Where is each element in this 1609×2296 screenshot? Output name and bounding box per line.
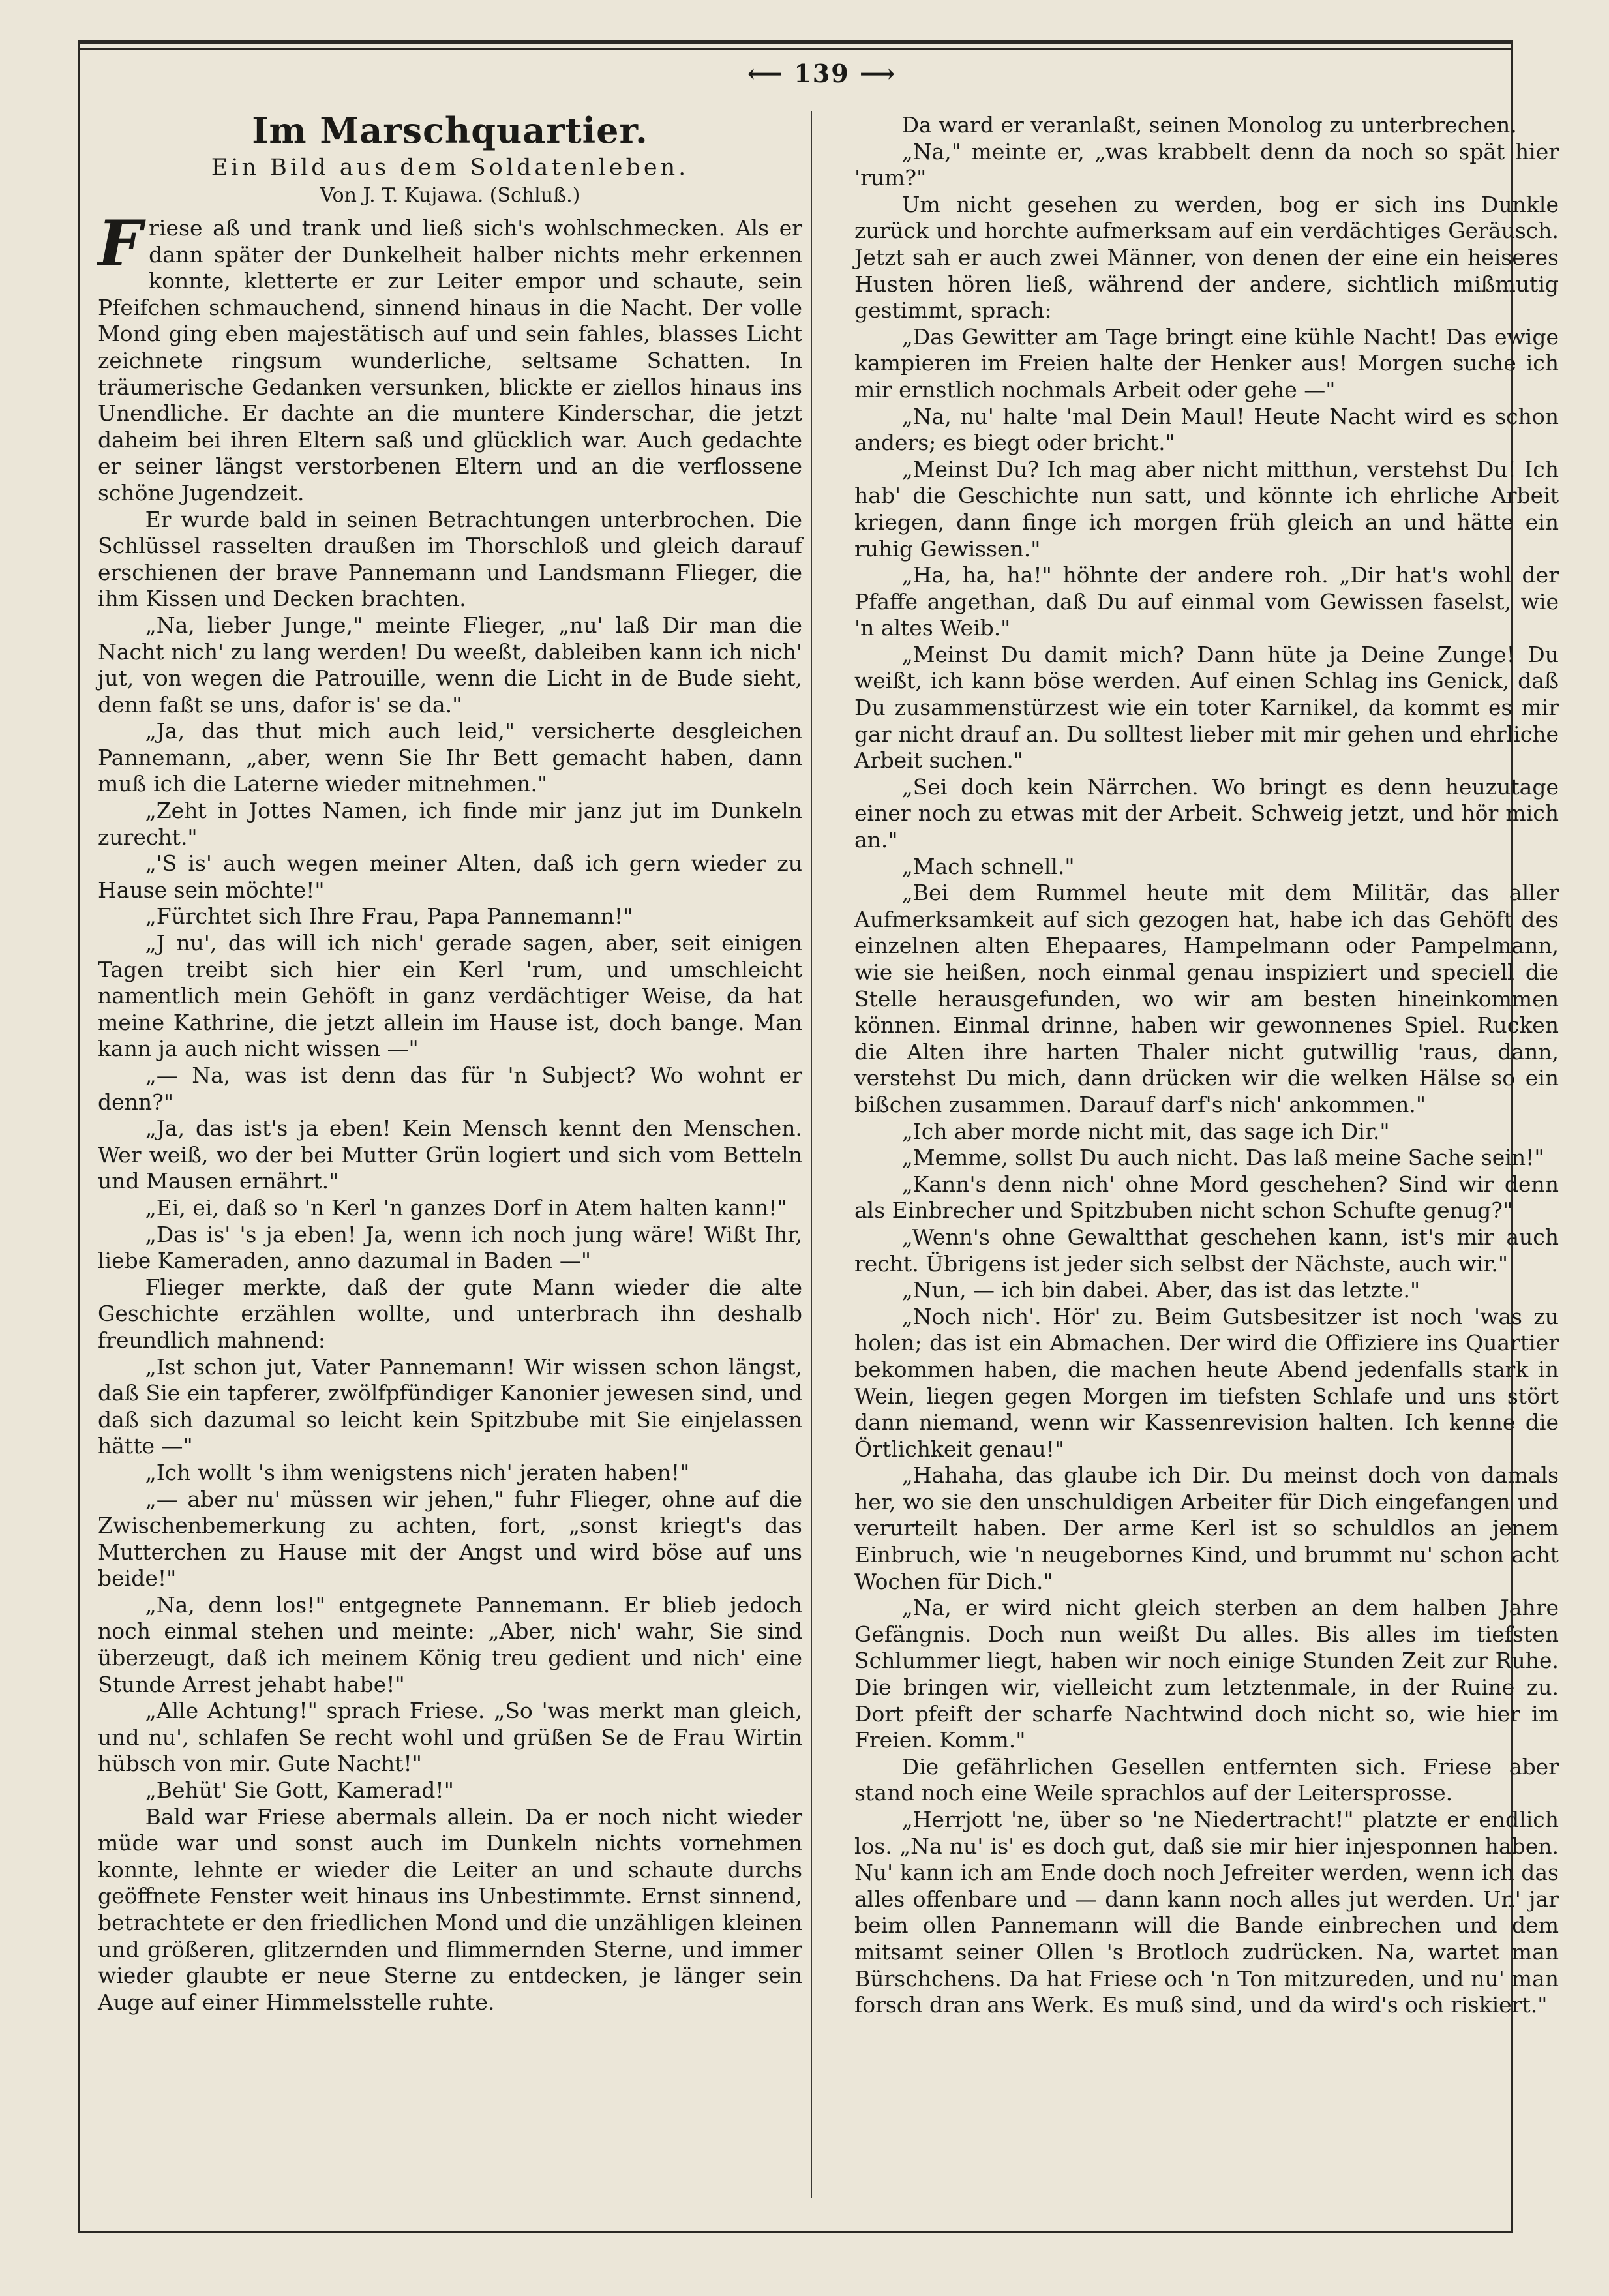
paragraph: Friese aß und trank und ließ sich's wohlschmecken. Als er dann später der Dunkelheit halber nichts mehr erkennen konnte, kletterte er zur Leiter empor und schaute, sein Pfeifchen schmauchend, sinnend hinaus in die Nacht. Der volle Mond ging eben majestätisch auf und sein fahles, blasses Licht zeichnete ringsum wunderliche, seltsame Schatten. In träumerische Gedanken versunken, blickte er ziellos hinaus ins Unendliche. Er dachte an die muntere Kinderschar, die jetzt daheim bei ihren Eltern saß und glücklich war. Auch gedachte er seiner längst verstorbenen Eltern und an die verflossene schöne Jugendzeit.	[98, 207, 802, 506]
paragraph: „Herrjott 'ne, über so 'ne Niedertracht!" platzte er endlich los. „Na nu' is' es doch gut, daß sie mir hier injesponnen haben. Nu' kann ich am Ende doch noch Jefreiter werden, wenn ich das alles offenbare und — dann kann noch alles jut werden. Un' jar beim ollen Pannemann will die Bande einbrechen und dem mitsamt seiner Ollen 's Brotloch zudrücken. Na, wartet man Bürschchens. Da hat Friese och 'n Ton mitzureden, und nu' man forsch dran ans Werk. Es muß sind, und da wird's och riskiert."	[854, 1807, 1559, 2018]
paragraph: „Na, lieber Junge," meinte Flieger, „nu' laß Dir man die Nacht nich' zu lang werden! Du weeßt, dableiben kann ich nich' jut, von wegen die Patrouille, wenn die Licht in de Bude sieht, denn faßt se uns, dafor is' se da."	[98, 612, 802, 718]
paragraph: „Na," meinte er, „was krabbelt denn da noch so spät hier 'rum?"	[854, 138, 1559, 191]
paragraph: Da ward er veranlaßt, seinen Monolog zu unterbrechen.	[901, 112, 1517, 138]
paragraph: „Wenn's ohne Gewaltthat geschehen kann, ist's mir auch recht. Übrigens ist jeder sich selbst der Nächste, auch wir."	[854, 1224, 1559, 1276]
paragraph: „Memme, sollst Du auch nicht. Das laß meine Sache sein!"	[901, 1145, 1544, 1171]
paragraph: „'S is' auch wegen meiner Alten, daß ich gern wieder zu Hause sein möchte!"	[98, 851, 802, 903]
paragraph: „Alle Achtung!" sprach Friese. „So 'was merkt man gleich, und nu', schlafen Se recht wohl und grüßen Se de Frau Wirtin hübsch von mir. Gute Nacht!"	[98, 1698, 802, 1777]
top-rule	[78, 40, 1513, 44]
paragraph: „Ja, das thut mich auch leid," versicherte desgleichen Pannemann, „aber, wenn Sie Ihr Bett gemacht haben, dann muß ich die Laterne wieder mitnehmen."	[98, 718, 802, 797]
paragraph: Er wurde bald in seinen Betrachtungen unterbrochen. Die Schlüssel rasselten draußen im Thorschloß und gleich darauf erschienen der brave Pannemann und Landsmann Flieger, die ihm Kissen und Decken brachten.	[98, 506, 802, 612]
article-title: Im Marschquartier.	[252, 110, 648, 151]
right-column	[854, 112, 1559, 2019]
article-byline: Von J. T. Kujawa. (Schluß.)	[320, 184, 580, 207]
paragraph: „Meinst Du damit mich? Dann hüte ja Deine Zunge! Du weißt, ich kann böse werden. Auf einen Schlag ins Genick, daß Du zusammenstürzest wie ein toter Karnikel, da kommt es mir gar nicht drauf an. Du solltest lieber mit mir gehen und ehrliche Arbeit suchen."	[854, 641, 1559, 774]
paragraph: „Das is' 's ja eben! Ja, wenn ich noch jung wäre! Wißt Ihr, liebe Kameraden, anno dazumal in Baden —"	[98, 1221, 802, 1274]
paragraph: „Behüt' Sie Gott, Kamerad!"	[145, 1777, 454, 1804]
paragraph: „Ei, ei, daß so 'n Kerl 'n ganzes Dorf in Atem halten kann!"	[145, 1194, 787, 1220]
paragraph: „Ja, das ist's ja eben! Kein Mensch kennt den Menschen. Wer weiß, wo der bei Mutter Grün logiert und sich vom Betteln und Mausen ernährt."	[98, 1115, 802, 1194]
paragraph: „Kann's denn nich' ohne Mord geschehen? Sind wir denn als Einbrecher und Spitzbuben nicht schon Schufte genug?"	[854, 1171, 1559, 1224]
paragraph: „Sei doch kein Närrchen. Wo bringt es denn heuzutage einer noch zu etwas mit der Arbeit. Schweig jetzt, und hör mich an."	[854, 774, 1559, 853]
paragraph: „Ich wollt 's ihm wenigstens nich' jeraten haben!"	[145, 1459, 690, 1485]
paragraph: „Ist schon jut, Vater Pannemann! Wir wissen schon längst, daß Sie ein tapferer, zwölfpfündiger Kanonier jewesen sind, und daß sich dazumal so leicht kein Spitzbube mit Sie einjelassen hätte —"	[98, 1353, 802, 1459]
left-column	[98, 111, 802, 2016]
paragraph: Flieger merkte, daß der gute Mann wieder die alte Geschichte erzählen wollte, und unterbrach ihn deshalb freundlich mahnend:	[98, 1274, 802, 1353]
paragraph: „Na, denn los!" entgegnete Pannemann. Er blieb jedoch noch einmal stehen und meinte: „Aber, nich' wahr, Sie sind überzeugt, daß ich meinem König treu gedient und nich' eine Stunde Arrest jehabt habe!"	[98, 1592, 802, 1697]
paragraph: Die gefährlichen Gesellen entfernten sich. Friese aber stand noch eine Weile sprachlos auf der Leitersprosse.	[854, 1753, 1559, 1806]
paragraph: „Hahaha, das glaube ich Dir. Du meinst doch von damals her, wo sie den unschuldigen Arbeiter für Dich eingefangen und verurteilt haben. Der arme Kerl ist so schuldlos an jenem Einbruch, wie 'n neugebornes Kind, und brummt nu' schon acht Wochen für Dich."	[854, 1462, 1559, 1594]
paragraph: „— Na, was ist denn das für 'n Subject? Wo wohnt er denn?"	[98, 1063, 802, 1115]
paragraph: „Fürchtet sich Ihre Frau, Papa Pannemann!"	[145, 903, 633, 929]
left-rule	[78, 40, 80, 2233]
column-divider	[811, 111, 812, 2198]
paragraph: „Ich aber morde nicht mit, das sage ich Dir."	[901, 1118, 1390, 1144]
paragraph: Bald war Friese abermals allein. Da er noch nicht wieder müde war und sonst auch im Dunkeln nichts vornehmen konnte, lehnte er wieder die Leiter an und schaute durchs geöffnete Fenster weit hinaus ins Unbestimmte. Ernst sinnend, betrachtete er den friedlichen Mond und die unzähligen kleinen und größeren, glitzernden und flimmernden Sterne, und immer wieder glaubte er neue Sterne zu entdecken, je länger sein Auge auf einer Himmelsstelle ruhte.	[98, 1804, 802, 2015]
paragraph: „Das Gewitter am Tage bringt eine kühle Nacht! Das ewige kampieren im Freien halte der Henker aus! Morgen suche ich mir ernstlich nochmals Arbeit oder gehe —"	[854, 324, 1559, 402]
paragraph: „Ha, ha, ha!" höhnte der andere roh. „Dir hat's wohl der Pfaffe angethan, daß Du auf einmal vom Gewissen faselst, wie 'n altes Weib."	[854, 562, 1559, 641]
drop-cap: F	[98, 207, 143, 280]
paragraph: „Na, er wird nicht gleich sterben an dem halben Jahre Gefängnis. Doch nun weißt Du alles. Bis alles im tiefsten Schlummer liegt, haben wir noch einige Stunden Zeit zur Ruhe. Die bringen wir, vielleicht zum letztenmale, in der Ruine zu. Dort pfeift der scharfe Nachtwind doch nicht so, wie hier im Freien. Komm."	[854, 1595, 1559, 1753]
paragraph: „Nun, — ich bin dabei. Aber, das ist das letzte."	[901, 1277, 1421, 1303]
top-rule-thin	[78, 48, 1513, 50]
paragraph: „Noch nich'. Hör' zu. Beim Gutsbesitzer ist noch 'was zu holen; das ist ein Abmachen. Der wird die Offiziere ins Quartier bekommen haben, die machen heute Abend jedenfalls stark in Wein, liegen gegen Morgen im tiefsten Schlafe und uns stört dann niemand, wenn wir Kassenrevision halten. Ich kenne die Örtlichkeit genau!"	[854, 1303, 1559, 1462]
paragraph: „Mach schnell."	[901, 853, 1075, 879]
paragraph: Um nicht gesehen zu werden, bog er sich ins Dunkle zurück und horchte aufmerksam auf ein verdächtiges Geräusch. Jetzt sah er auch zwei Männer, von denen der eine ein heiseres Husten hören ließ, während der andere, sichtlich mißmutig gestimmt, sprach:	[854, 191, 1559, 324]
paragraph: „J nu', das will ich nich' gerade sagen, aber, seit einigen Tagen treibt sich hier ein Kerl 'rum, und umschleicht namentlich mein Gehöft in ganz verdächtiger Weise, da hat meine Kathrine, die jetzt allein im Hause ist, doch bange. Man kann ja auch nicht wissen —"	[98, 930, 802, 1062]
paragraph: „Zeht in Jottes Namen, ich finde mir janz jut im Dunkeln zurecht."	[98, 798, 802, 850]
article-subtitle: Ein Bild aus dem Soldatenleben.	[211, 155, 689, 181]
paragraph: „Bei dem Rummel heute mit dem Militär, das aller Aufmerksamkeit auf sich gezogen hat, habe ich das Gehöft des einzelnen alten Ehepaares, Hampelmann oder Pampelmann, wie sie heißen, noch einmal genau inspiziert und speciell die Stelle herausgefunden, wo wir am besten hineinkommen können. Einmal drinne, haben wir gewonnenes Spiel. Rucken die Alten ihre harten Thaler nicht gutwillig 'raus, dann, verstehst Du mich, dann drücken wir die welken Hälse so ein bißchen zusammen. Darauf darf's nich' ankommen."	[854, 880, 1559, 1117]
paragraph: „Na, nu' halte 'mal Dein Maul! Heute Nacht wird es schon anders; es biegt oder bricht."	[854, 403, 1559, 456]
page-number: ⟵ 139 ⟶	[747, 59, 897, 88]
paragraph: „Meinst Du? Ich mag aber nicht mitthun, verstehst Du! Ich hab' die Geschichte nun satt, und könnte ich ehrliche Arbeit kriegen, dann finge ich morgen früh gleich an und hätte ein ruhig Gewissen."	[854, 456, 1559, 562]
bottom-rule	[78, 2231, 1513, 2233]
paragraph: „— aber nu' müssen wir jehen," fuhr Flieger, ohne auf die Zwischenbemerkung zu achten, fort, „sonst kriegt's das Mutterchen zu Hause mit der Angst und wird böse auf uns beide!"	[98, 1486, 802, 1592]
